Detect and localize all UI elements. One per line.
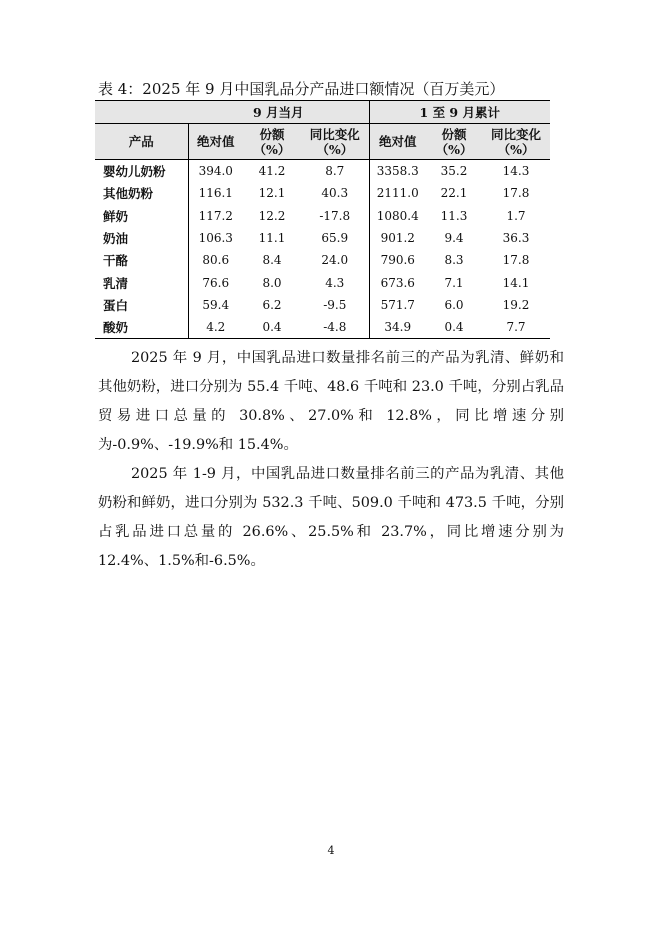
ytd-share-cell: 6.0: [444, 297, 464, 312]
month-yoy-cell: 8.7: [325, 164, 345, 179]
page-number: 4: [327, 844, 335, 857]
body-paragraph: 2025 年 1-9 月，中国乳品进口数量排名前三的产品为乳清、其他奶粉和鲜奶，进口分别为 532.3 千吨、509.0 千吨和 473.5 千吨，分别占乳品进口总量的 26.6%、25.5%和 23.7%，同比增速分别为 12.4%、1.5%和-6.5%。: [98, 466, 564, 569]
header-month-share: 份额 （%）: [243, 124, 301, 160]
ytd-abs-cell: 901.2: [369, 227, 426, 249]
month-yoy-cell: 65.9: [321, 231, 349, 246]
month-abs-cell: 80.6: [188, 249, 243, 271]
table-row: [95, 316, 550, 339]
header-blank-cell: [95, 101, 188, 124]
ytd-yoy-cell: 17.8: [502, 253, 530, 268]
month-share-cell: 12.1: [258, 186, 286, 201]
product-name: 鲜奶: [103, 208, 129, 224]
ytd-share-cell: 35.2: [440, 164, 468, 179]
table-row: [95, 160, 550, 183]
month-share-cell: 8.4: [262, 253, 282, 268]
ytd-share-cell: 0.4: [426, 316, 482, 339]
ytd-abs-cell: 3358.3: [369, 160, 426, 183]
month-yoy-cell: 4.3: [325, 275, 345, 290]
table-row: [95, 227, 550, 249]
month-yoy-cell: 24.0: [321, 253, 349, 268]
header-ytd-yoy: 同比变化 （%）: [482, 124, 550, 160]
table-row: [95, 205, 550, 227]
ytd-share-cell: 22.1: [440, 186, 468, 201]
month-share-cell: 6.2: [262, 297, 282, 312]
product-name: 其他奶粉: [103, 186, 154, 202]
ytd-abs-cell: 2111.0: [369, 182, 426, 204]
table-row: [95, 249, 550, 271]
ytd-share-cell: 7.1: [444, 275, 464, 290]
ytd-abs-cell: 571.7: [369, 294, 426, 316]
header-month-yoy: 同比变化 （%）: [301, 124, 369, 160]
month-abs-cell: 76.6: [188, 271, 243, 293]
month-yoy-cell: -4.8: [301, 316, 369, 339]
month-yoy-cell: 40.3: [321, 186, 349, 201]
table-row: [95, 271, 550, 293]
ytd-yoy-cell: 36.3: [502, 231, 530, 246]
ytd-yoy-cell: 14.3: [502, 164, 530, 179]
header-group-ytd: 1 至 9 月累计: [369, 101, 550, 124]
month-abs-cell: 59.4: [188, 294, 243, 316]
month-share-cell: 12.2: [258, 208, 286, 223]
month-abs-cell: 106.3: [188, 227, 243, 249]
ytd-yoy-cell: 14.1: [502, 275, 530, 290]
table-row: [95, 294, 550, 316]
month-abs-cell: 394.0: [188, 160, 243, 183]
product-name: 干酪: [103, 253, 129, 269]
ytd-share-cell: 9.4: [444, 231, 464, 246]
month-share-cell: 0.4: [243, 316, 301, 339]
product-name: 婴幼儿奶粉: [103, 164, 166, 180]
table-caption: 表 4：2025 年 9 月中国乳品分产品进口额情况（百万美元）: [98, 80, 505, 98]
ytd-yoy-cell: 19.2: [502, 297, 530, 312]
ytd-abs-cell: 1080.4: [369, 205, 426, 227]
month-abs-cell: 4.2: [188, 316, 243, 339]
ytd-share-cell: 11.3: [440, 208, 468, 223]
ytd-yoy-cell: 17.8: [502, 186, 530, 201]
header-product: 产品: [95, 124, 188, 160]
product-name: 乳清: [103, 275, 129, 291]
month-abs-cell: 117.2: [188, 205, 243, 227]
ytd-abs-cell: 790.6: [369, 249, 426, 271]
month-share-cell: 11.1: [258, 231, 286, 246]
ytd-abs-cell: 34.9: [369, 316, 426, 339]
month-yoy-cell: -17.8: [319, 208, 351, 223]
month-share-cell: 41.2: [258, 164, 286, 179]
month-share-cell: 8.0: [262, 275, 282, 290]
product-name: 酸奶: [95, 316, 188, 339]
header-group-month: 9 月当月: [188, 101, 369, 124]
header-ytd-abs: 绝对值: [369, 124, 426, 160]
ytd-share-cell: 8.3: [444, 253, 464, 268]
import-value-table: [95, 100, 550, 339]
ytd-yoy-cell: 7.7: [482, 316, 550, 339]
body-paragraph: 2025 年 9 月，中国乳品进口数量排名前三的产品为乳清、鲜奶和其他奶粉，进口分别为 55.4 千吨、48.6 千吨和 23.0 千吨，分别占乳品贸易进口总量的 30.8%、27.0%和 12.8%，同比增速分别为-0.9%、-19.9%和 15.4%。: [98, 350, 564, 453]
product-name: 蛋白: [103, 297, 129, 313]
header-month-abs: 绝对值: [188, 124, 243, 160]
ytd-yoy-cell: 1.7: [506, 208, 526, 223]
table-row: [95, 182, 550, 204]
month-yoy-cell: -9.5: [323, 297, 347, 312]
month-abs-cell: 116.1: [188, 182, 243, 204]
header-ytd-share: 份额 （%）: [426, 124, 482, 160]
product-name: 奶油: [103, 231, 129, 247]
ytd-abs-cell: 673.6: [369, 271, 426, 293]
